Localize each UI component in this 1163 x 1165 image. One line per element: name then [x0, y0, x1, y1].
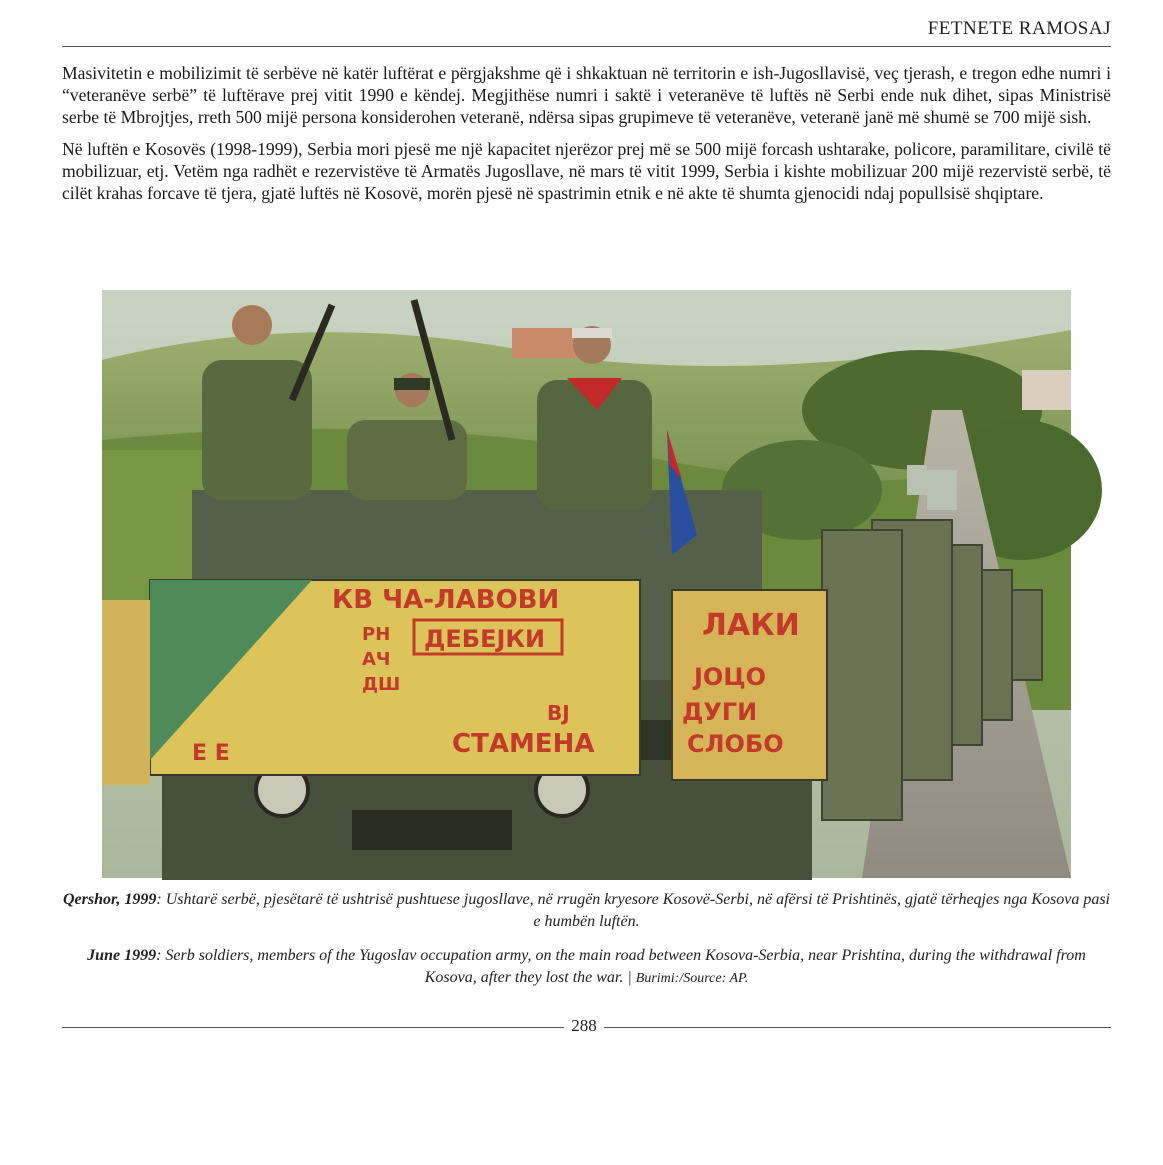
sign-text-top: КВ ЧА-ЛАВОВИ — [332, 585, 560, 615]
caption-english-date: June 1999 — [87, 947, 157, 964]
header-author: FETNETE RAMOSAJ — [927, 18, 1111, 39]
paragraph-2: Në luftën e Kosovës (1998-1999), Serbia mori pjesë me një kapacitet njerëzor prej më se 500 mijë forcash ushtarake, policore, paramilitare, civilë të mobilizuar, etj. Vetëm nga radhët e rezervistëve të Armatës Jugosllave, në mars të vitit 1999, Serbia i kishte mobilizuar 200 mijë rezervistë serbë, të cilët krahas forcave të tjera, gjatë luftës në Kosovë, morën pjesë në spastrimin etnik e në akte të shumta gjenocidi ndaj popullsisë shqiptare. — [62, 139, 1111, 203]
footer-rule-left — [62, 1027, 564, 1028]
sign-right-top: ЛАКИ — [702, 608, 800, 643]
page-header — [62, 18, 1111, 47]
caption-albanian-date: Qershor, 1999 — [63, 891, 157, 908]
sign-text-bj: BJ — [547, 701, 570, 725]
caption-english-text: : Serb soldiers, members of the Yugoslav occupation army, on the main road between Kosova-Serbia, near Prishtina, during the withdrawal from Kosova, after they lost the war. | — [156, 947, 1086, 986]
sign-text-box: ДЕБЕЈКИ — [424, 625, 546, 653]
footer-rule-right — [604, 1027, 1111, 1028]
paragraph-1: Masivitetin e mobilizimit të serbëve në katër luftërat e përgjakshme që i shkaktuan në territorin e ish-Jugosllavisë, veç tjerash, e tregon edhe numri i “veteranëve serbë” të luftërave prej vitit 1990 e këndej. Megjithëse numri i saktë i veteranëve të luftës në Serbi ende nuk dihet, sipas Ministrisë serbe të Mbrojtjes, rreth 500 mijë persona konsiderohen veteranë, ndërsa sipas grupimeve të veteranëve, veteranë janë më shumë se 700 mijë sish. — [62, 63, 1111, 127]
body-text — [62, 62, 1111, 214]
convoy-photo-illustration — [102, 290, 1071, 878]
sign-right-line-1: ЈОЦО — [694, 663, 766, 691]
sign-left-line-3: ДШ — [362, 674, 401, 695]
caption-albanian-text: : Ushtarë serbë, pjesëtarë të ushtrisë pushtuese jugosllave, në rrugën kryesore Kosovë-Serbi, në afërsi të Prishtinës, gjatë tërheqjes nga Kosova pasi e humbën luftën. — [156, 891, 1110, 930]
sign-left-line-4: Е Е — [192, 741, 230, 766]
sign-left-line-2: АЧ — [362, 649, 391, 670]
sign-text-bottom: СТАМЕНА — [452, 729, 595, 759]
caption-albanian — [62, 889, 1111, 933]
photo-credit: © ap — [206, 1148, 239, 1165]
caption-english — [62, 945, 1111, 990]
sign-left-line-1: РН — [362, 624, 391, 645]
sign-right-line-2: ДУГИ — [682, 698, 758, 726]
caption-source: Burimi:/Source: AP. — [635, 971, 749, 986]
page-number: 288 — [571, 1016, 597, 1035]
sign-right-line-3: СЛОБО — [687, 730, 784, 758]
